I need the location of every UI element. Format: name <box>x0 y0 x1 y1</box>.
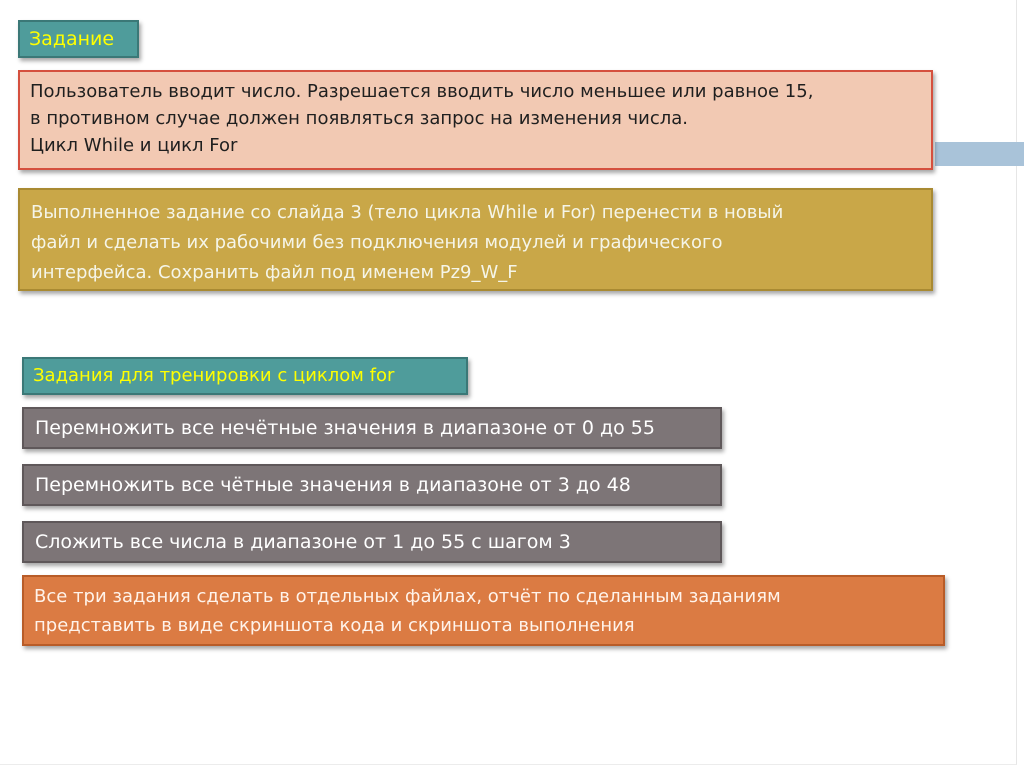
training-title: Задания для тренировки с циклом for <box>22 357 468 395</box>
task-line-3: Цикл While и цикл For <box>30 135 238 156</box>
transfer-task-line-3: интерфейса. Сохранить файл под именем Pz9_W_F <box>31 262 518 283</box>
final-note-line-1: Все три задания сделать в отдельных файлах, отчёт по сделанным заданиям <box>34 586 781 607</box>
task-line-2: в противном случае должен появляться запрос на изменения числа. <box>30 108 688 129</box>
task-line-1: Пользователь вводит число. Разрешается вводить число меньшее или равное 15, <box>30 81 814 102</box>
final-note-box <box>22 575 945 646</box>
transfer-task-line-1: Выполненное задание со слайда 3 (тело цикла While и For) перенести в новый <box>31 202 784 223</box>
transfer-task-line-2: файл и сделать их рабочими без подключения модулей и графического <box>31 232 723 253</box>
training-item-odd-product: Перемножить все нечётные значения в диапазоне от 0 до 55 <box>22 407 722 449</box>
training-item-even-product: Перемножить все чётные значения в диапазоне от 3 до 48 <box>22 464 722 506</box>
final-note-line-2: представить в виде скриншота кода и скриншота выполнения <box>34 615 635 636</box>
training-item-sum-step: Сложить все числа в диапазоне от 1 до 55 с шагом 3 <box>22 521 722 563</box>
accent-bar <box>935 142 1024 166</box>
task-title: Задание <box>18 20 139 58</box>
transfer-task-box <box>18 188 933 291</box>
task-description-box <box>18 70 933 170</box>
